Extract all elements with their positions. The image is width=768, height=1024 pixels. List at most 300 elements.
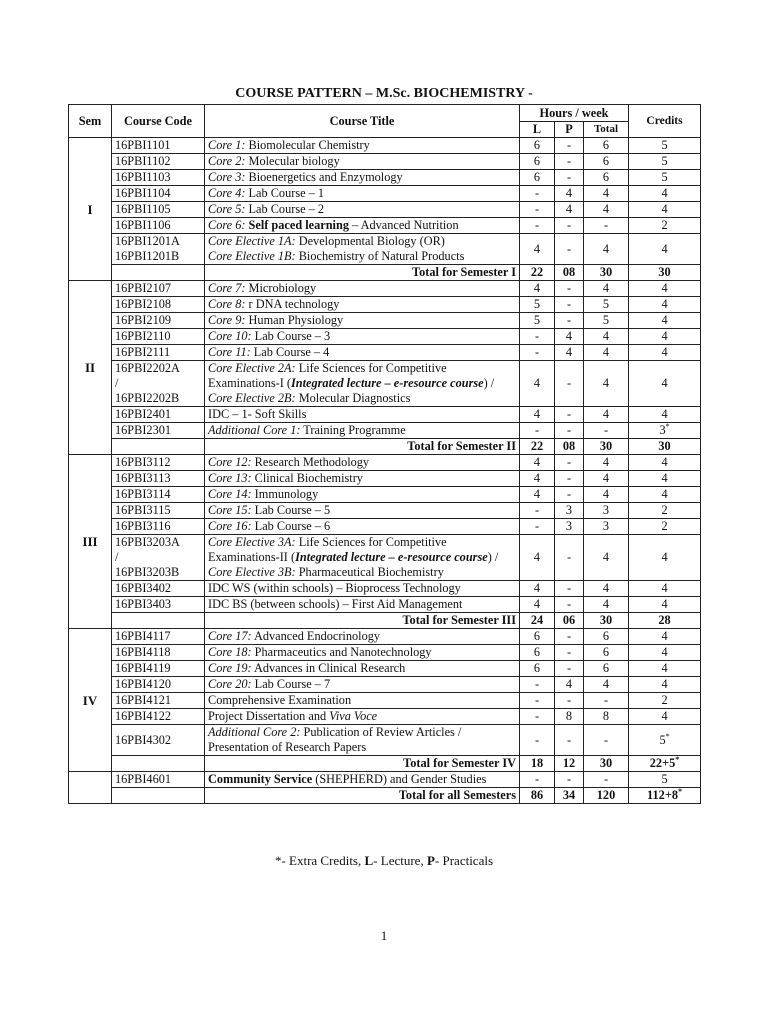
extra-credit-mark: * <box>665 731 670 741</box>
course-category: Core 7: <box>208 281 246 295</box>
total-hours: 3 <box>584 503 629 519</box>
total-hours: 4 <box>584 361 629 407</box>
course-row <box>69 281 701 297</box>
total-label: Total for Semester I <box>205 265 520 281</box>
lecture-hours: - <box>520 186 555 202</box>
course-name: Pharmaceutics and Nanotechnology <box>251 645 432 659</box>
practical-hours: - <box>555 629 584 645</box>
credits-cell <box>629 154 701 170</box>
total-hours: 4 <box>584 407 629 423</box>
credits-cell <box>629 503 701 519</box>
credits-cell <box>629 345 701 361</box>
course-name: r DNA technology <box>245 297 340 311</box>
total-hours: 6 <box>584 661 629 677</box>
course-row <box>69 693 701 709</box>
credits-value: 4 <box>661 329 668 343</box>
course-category: Core 8: <box>208 297 246 311</box>
credits-cell <box>629 581 701 597</box>
course-title-cell <box>205 218 520 234</box>
credits-value: 4 <box>661 297 668 311</box>
credits-value: 5 <box>661 772 668 786</box>
course-title-cell <box>205 313 520 329</box>
practical-hours: - <box>555 597 584 613</box>
total-label: Total for Semester II <box>205 439 520 455</box>
practical-hours: - <box>555 218 584 234</box>
total-lecture-hours: 86 <box>520 788 555 804</box>
course-category: Core 13: <box>208 471 252 485</box>
grand-total-row <box>69 788 701 804</box>
semester-label: III <box>69 455 112 629</box>
credits-value: 4 <box>661 313 668 327</box>
total-hours: 6 <box>584 629 629 645</box>
credits-cell <box>629 329 701 345</box>
credits-value: 4 <box>661 677 668 691</box>
total-hours: 4 <box>584 455 629 471</box>
course-name: Biomolecular Chemistry <box>245 138 370 152</box>
total-hours: 6 <box>584 138 629 154</box>
practical-hours: - <box>555 535 584 581</box>
course-code: 16PBI2108 <box>112 297 205 313</box>
lecture-hours: 4 <box>520 487 555 503</box>
course-row <box>69 487 701 503</box>
practical-hours: - <box>555 361 584 407</box>
practical-hours: 4 <box>555 345 584 361</box>
course-name: Comprehensive Examination <box>208 693 352 707</box>
course-code: 16PBI2202A / 16PBI2202B <box>112 361 205 407</box>
total-hours: 8 <box>584 709 629 725</box>
credits-value: 4 <box>661 709 668 723</box>
credits-value: 5 <box>659 732 666 747</box>
course-code: 16PBI3116 <box>112 519 205 535</box>
course-category: Core 1: <box>208 138 246 152</box>
lecture-hours: 4 <box>520 581 555 597</box>
lecture-hours: 4 <box>520 361 555 407</box>
total-hours: 4 <box>584 202 629 218</box>
course-name: Microbiology <box>245 281 317 295</box>
practical-hours: - <box>555 281 584 297</box>
credits-cell <box>629 597 701 613</box>
practical-hours: 4 <box>555 202 584 218</box>
empty-code-cell <box>112 439 205 455</box>
course-name: Bioenergetics and Enzymology <box>245 170 403 184</box>
credits-value: 4 <box>661 487 668 501</box>
total-hours: 3 <box>584 519 629 535</box>
course-emphasis: Self paced learning <box>245 218 349 232</box>
credits-cell <box>629 423 701 439</box>
course-code: 16PBI1102 <box>112 154 205 170</box>
course-code: 16PBI3112 <box>112 455 205 471</box>
credits-cell <box>629 202 701 218</box>
credits-value: 4 <box>661 186 668 200</box>
course-code: 16PBI2401 <box>112 407 205 423</box>
course-category: Core 9: <box>208 313 246 327</box>
total-hours: - <box>584 693 629 709</box>
course-name: Lab Course – 7 <box>251 677 331 691</box>
course-category: Core 18: <box>208 645 252 659</box>
total-hours: 6 <box>584 154 629 170</box>
credits-cell <box>629 693 701 709</box>
credits-value: 4 <box>661 581 668 595</box>
course-code: 16PBI3114 <box>112 487 205 503</box>
course-name: Clinical Biochemistry <box>251 471 363 485</box>
course-name: Advances in Clinical Research <box>251 661 406 675</box>
practical-hours: 4 <box>555 186 584 202</box>
course-category: Core Elective 2A: <box>208 361 296 375</box>
lecture-hours: 4 <box>520 455 555 471</box>
course-row <box>69 709 701 725</box>
total-hours: 4 <box>584 234 629 265</box>
lecture-hours: 6 <box>520 138 555 154</box>
credits-cell <box>629 265 701 281</box>
credits-value: 3 <box>659 423 666 437</box>
lecture-hours: - <box>520 218 555 234</box>
total-hours: 30 <box>584 439 629 455</box>
credits-cell <box>629 218 701 234</box>
practical-hours: - <box>555 772 584 788</box>
credits-value: 22+5 <box>649 756 676 770</box>
course-code: 16PBI4118 <box>112 645 205 661</box>
total-hours: 30 <box>584 613 629 629</box>
course-table-body <box>69 138 701 804</box>
course-row <box>69 677 701 693</box>
course-title-cell <box>205 345 520 361</box>
course-title-cell <box>205 693 520 709</box>
course-title-cell <box>205 423 520 439</box>
total-hours: 4 <box>584 471 629 487</box>
credits-value: 30 <box>658 265 671 279</box>
credits-value: 4 <box>661 550 668 564</box>
semester-total-row <box>69 613 701 629</box>
course-row <box>69 423 701 439</box>
course-row <box>69 170 701 186</box>
total-hours: 4 <box>584 487 629 503</box>
course-code: 16PBI1201A 16PBI1201B <box>112 234 205 265</box>
course-code: 16PBI2301 <box>112 423 205 439</box>
credits-value: 4 <box>661 471 668 485</box>
header-sem: Sem <box>69 105 112 138</box>
credits-cell <box>629 613 701 629</box>
course-row <box>69 313 701 329</box>
total-hours: 5 <box>584 313 629 329</box>
total-lecture-hours: 22 <box>520 265 555 281</box>
course-category: Additional Core 2: <box>208 725 301 739</box>
course-title-cell <box>205 677 520 693</box>
practical-hours: - <box>555 138 584 154</box>
course-row <box>69 234 701 265</box>
empty-code-cell <box>112 756 205 772</box>
course-title-cell <box>205 581 520 597</box>
lecture-hours: 6 <box>520 629 555 645</box>
course-code: 16PBI4117 <box>112 629 205 645</box>
course-category-alt: Core Elective 1B: <box>208 249 296 263</box>
credits-cell <box>629 471 701 487</box>
credits-cell <box>629 234 701 265</box>
course-row <box>69 329 701 345</box>
course-title-cell <box>205 202 520 218</box>
course-title-cell <box>205 234 520 265</box>
lecture-hours: - <box>520 677 555 693</box>
empty-code-cell <box>112 265 205 281</box>
course-name-italic: Viva Voce <box>329 709 378 723</box>
practical-hours: 4 <box>555 329 584 345</box>
course-name: Publication of Review Articles / Presentation of Research Papers <box>208 725 462 754</box>
course-row <box>69 297 701 313</box>
credits-value: 4 <box>661 597 668 611</box>
credits-value: 28 <box>658 613 671 627</box>
lecture-hours: 4 <box>520 407 555 423</box>
credits-value: 4 <box>661 202 668 216</box>
credits-value: 5 <box>661 170 668 184</box>
practical-hours: - <box>555 423 584 439</box>
course-category: Core 14: <box>208 487 252 501</box>
practical-hours: - <box>555 170 584 186</box>
course-name-alt: Biochemistry of Natural Products <box>295 249 465 263</box>
course-code: 16PBI4302 <box>112 725 205 756</box>
total-hours: 4 <box>584 281 629 297</box>
course-category: Core Elective 3A: <box>208 535 296 549</box>
lecture-hours: - <box>520 503 555 519</box>
course-row <box>69 535 701 581</box>
course-category: Core 11: <box>208 345 251 359</box>
course-name: Project Dissertation and <box>208 709 330 723</box>
course-code: 16PBI4122 <box>112 709 205 725</box>
total-lecture-hours: 18 <box>520 756 555 772</box>
credits-cell <box>629 138 701 154</box>
course-name: (SHEPHERD) and Gender Studies <box>312 772 487 786</box>
practical-hours: - <box>555 297 584 313</box>
course-code: 16PBI4120 <box>112 677 205 693</box>
course-category: Core 2: <box>208 154 246 168</box>
course-title-cell <box>205 725 520 756</box>
practical-hours: - <box>555 471 584 487</box>
credits-value: 4 <box>661 661 668 675</box>
lecture-hours: - <box>520 725 555 756</box>
total-label: Total for Semester IV <box>205 756 520 772</box>
course-name: IDC BS (between schools) – First Aid Management <box>208 597 463 611</box>
course-category-alt: Core Elective 2B: <box>208 391 296 405</box>
course-name: Life Sciences for Competitive Examinations-I ( <box>208 361 447 390</box>
total-practical-hours: 34 <box>555 788 584 804</box>
credits-value: 112+8 <box>647 788 678 802</box>
header-course-code: Course Code <box>112 105 205 138</box>
course-name: Molecular biology <box>245 154 340 168</box>
practical-hours: - <box>555 313 584 329</box>
credits-cell <box>629 788 701 804</box>
practical-hours: 4 <box>555 677 584 693</box>
credits-value: 4 <box>661 345 668 359</box>
credits-cell <box>629 186 701 202</box>
practical-hours: - <box>555 581 584 597</box>
total-practical-hours: 12 <box>555 756 584 772</box>
credits-value: 2 <box>661 503 668 517</box>
course-category: Core 10: <box>208 329 252 343</box>
course-category: Core 17: <box>208 629 252 643</box>
course-code: 16PBI3402 <box>112 581 205 597</box>
course-title-cell <box>205 138 520 154</box>
course-code: 16PBI1105 <box>112 202 205 218</box>
lecture-hours: 5 <box>520 313 555 329</box>
credits-cell <box>629 629 701 645</box>
course-row <box>69 345 701 361</box>
course-code: 16PBI2111 <box>112 345 205 361</box>
credits-cell <box>629 439 701 455</box>
course-row <box>69 202 701 218</box>
course-row <box>69 361 701 407</box>
course-title-cell <box>205 170 520 186</box>
course-code: 16PBI3203A / 16PBI3203B <box>112 535 205 581</box>
practical-hours: - <box>555 725 584 756</box>
semester-total-row <box>69 265 701 281</box>
course-category: Core 3: <box>208 170 246 184</box>
lecture-hours: - <box>520 772 555 788</box>
credits-cell <box>629 535 701 581</box>
lecture-hours: - <box>520 329 555 345</box>
credits-value: 2 <box>661 519 668 533</box>
lecture-hours: - <box>520 423 555 439</box>
header-total: Total <box>584 122 629 138</box>
semester-total-row <box>69 756 701 772</box>
course-pattern-table <box>68 104 701 804</box>
semester-label: II <box>69 281 112 455</box>
credits-cell <box>629 455 701 471</box>
lecture-hours: 6 <box>520 645 555 661</box>
header-lecture: L <box>520 122 555 138</box>
course-code: 16PBI2109 <box>112 313 205 329</box>
course-name: Lab Course – 5 <box>251 503 331 517</box>
total-hours: 5 <box>584 297 629 313</box>
lecture-hours: 6 <box>520 154 555 170</box>
lecture-hours: - <box>520 693 555 709</box>
course-row <box>69 629 701 645</box>
total-hours: 30 <box>584 265 629 281</box>
semester-total-row <box>69 439 701 455</box>
total-hours: 6 <box>584 645 629 661</box>
practical-hours: - <box>555 693 584 709</box>
credits-cell <box>629 361 701 407</box>
course-row <box>69 455 701 471</box>
course-code: 16PBI1103 <box>112 170 205 186</box>
course-title-cell <box>205 597 520 613</box>
total-hours: 4 <box>584 329 629 345</box>
course-category: Core 19: <box>208 661 252 675</box>
extra-credit-mark: * <box>675 754 680 764</box>
credits-value: 2 <box>661 218 668 232</box>
course-name: IDC – 1- Soft Skills <box>208 407 307 421</box>
course-title-cell <box>205 455 520 471</box>
course-row <box>69 519 701 535</box>
total-hours: 4 <box>584 581 629 597</box>
lecture-hours: 6 <box>520 661 555 677</box>
total-hours: 4 <box>584 677 629 693</box>
course-title-cell <box>205 661 520 677</box>
practical-hours: 3 <box>555 503 584 519</box>
credits-value: 4 <box>661 645 668 659</box>
credits-cell <box>629 407 701 423</box>
credits-cell <box>629 297 701 313</box>
practical-hours: - <box>555 661 584 677</box>
credits-cell <box>629 519 701 535</box>
course-name-alt: Molecular Diagnostics <box>295 391 411 405</box>
total-hours: - <box>584 423 629 439</box>
course-category: Additional Core 1: <box>208 423 301 437</box>
credits-cell <box>629 725 701 756</box>
course-code: 16PBI3403 <box>112 597 205 613</box>
practical-hours: - <box>555 487 584 503</box>
course-name: Research Methodology <box>251 455 370 469</box>
course-title-cell <box>205 503 520 519</box>
practical-hours: 3 <box>555 519 584 535</box>
course-title-cell <box>205 361 520 407</box>
credits-cell <box>629 281 701 297</box>
page-number: 1 <box>380 928 388 943</box>
course-row <box>69 407 701 423</box>
total-practical-hours: 06 <box>555 613 584 629</box>
course-title-cell <box>205 329 520 345</box>
course-category: Core 4: <box>208 186 246 200</box>
extra-credit-mark: * <box>677 786 682 796</box>
course-code: 16PBI3115 <box>112 503 205 519</box>
course-title-cell <box>205 519 520 535</box>
footnote: *- Extra Credits, L- Lecture, P- Practicals <box>274 853 494 868</box>
semester-label: I <box>69 138 112 281</box>
course-name: – Advanced Nutrition <box>348 218 459 232</box>
header-course-title: Course Title <box>205 105 520 138</box>
course-code: 16PBI4119 <box>112 661 205 677</box>
page-title: COURSE PATTERN – M.Sc. BIOCHEMISTRY - <box>235 86 533 101</box>
practical-hours: - <box>555 645 584 661</box>
total-hours: 30 <box>584 756 629 772</box>
course-title-cell <box>205 487 520 503</box>
course-category-alt: Core Elective 3B: <box>208 565 296 579</box>
lecture-hours: - <box>520 519 555 535</box>
practical-hours: 8 <box>555 709 584 725</box>
lecture-hours: 5 <box>520 297 555 313</box>
lecture-hours: 4 <box>520 471 555 487</box>
course-row <box>69 186 701 202</box>
total-practical-hours: 08 <box>555 439 584 455</box>
course-title-cell <box>205 281 520 297</box>
course-title-cell <box>205 645 520 661</box>
course-category: Core 15: <box>208 503 252 517</box>
course-name: Life Sciences for Competitive Examinations-II ( <box>208 535 447 564</box>
course-category: Core 6: <box>208 218 246 232</box>
credits-cell <box>629 661 701 677</box>
credits-cell <box>629 487 701 503</box>
course-row <box>69 597 701 613</box>
course-category: Core Elective 1A: <box>208 234 296 248</box>
total-hours: - <box>584 772 629 788</box>
credits-cell <box>629 709 701 725</box>
lecture-hours: 4 <box>520 234 555 265</box>
course-code: 16PBI4121 <box>112 693 205 709</box>
course-name: Advanced Endocrinology <box>251 629 381 643</box>
course-name: Lab Course – 3 <box>251 329 331 343</box>
course-code: 16PBI1101 <box>112 138 205 154</box>
header-practicals: P <box>555 122 584 138</box>
credits-cell <box>629 677 701 693</box>
practical-hours: - <box>555 407 584 423</box>
practical-hours: - <box>555 154 584 170</box>
course-category: Core 5: <box>208 202 246 216</box>
course-row <box>69 661 701 677</box>
credits-value: 4 <box>661 281 668 295</box>
course-name-alt: Pharmaceutical Biochemistry <box>295 565 444 579</box>
course-category: Core 12: <box>208 455 252 469</box>
lecture-hours: - <box>520 345 555 361</box>
credits-cell <box>629 772 701 788</box>
course-title-cell <box>205 154 520 170</box>
course-name: Lab Course – 2 <box>245 202 325 216</box>
